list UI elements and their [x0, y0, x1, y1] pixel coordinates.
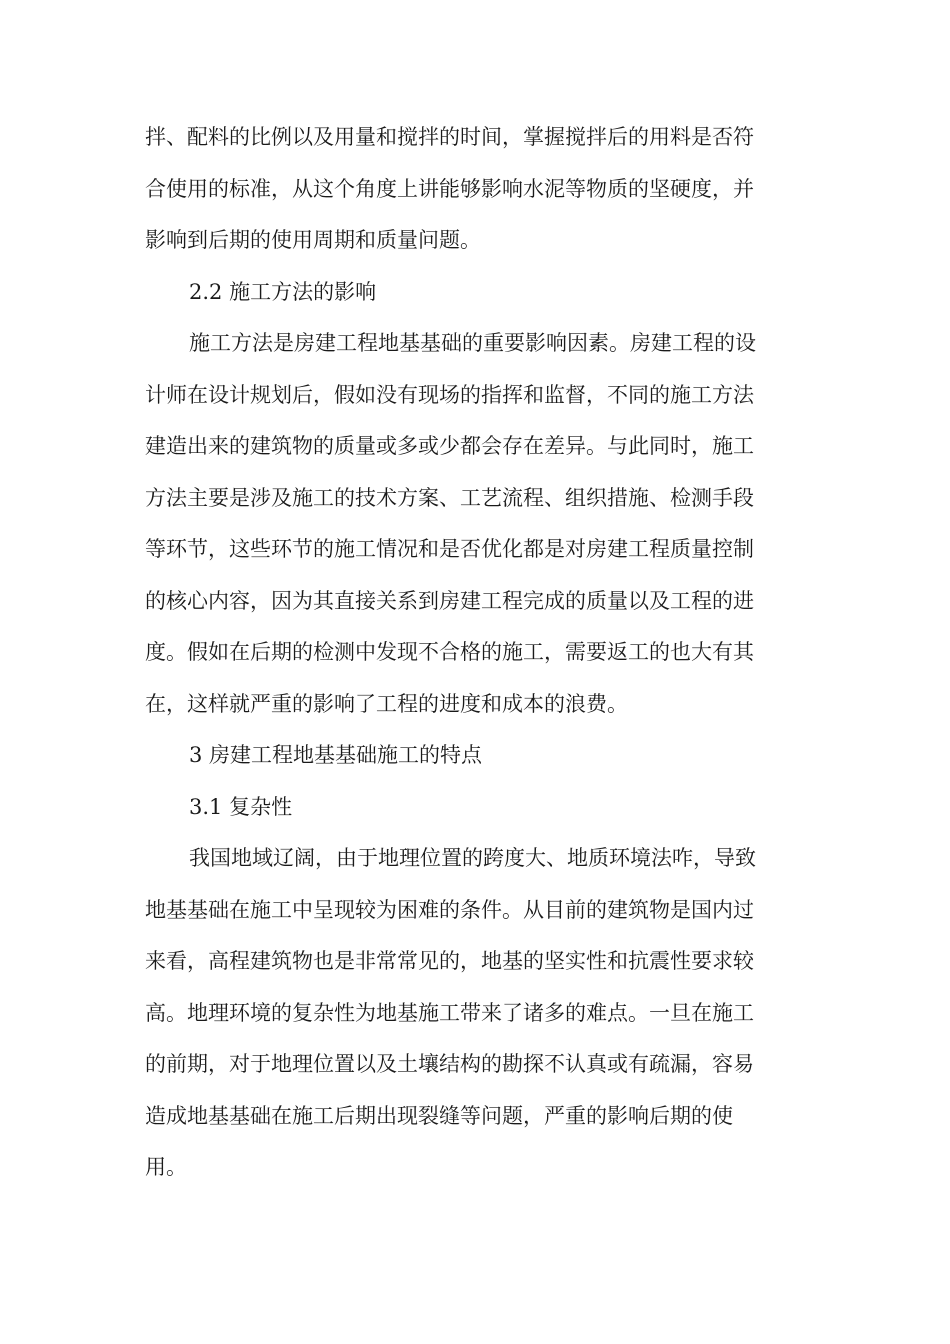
text-line: 造成地基基础在施工后期出现裂缝等问题，严重的影响后期的使: [145, 1103, 733, 1128]
text-line: 度。假如在后期的检测中发现不合格的施工，需要返工的也大有其: [145, 640, 754, 664]
text-line: 合使用的标准，从这个角度上讲能够影响水泥等物质的坚硬度，并: [145, 176, 754, 201]
text-line: 用。: [145, 1155, 187, 1179]
text-line: 计师在设计规划后，假如没有现场的指挥和监督，不同的施工方法: [145, 382, 754, 407]
text-line: 来看，高程建筑物也是非常常见的，地基的坚实性和抗震性要求较: [145, 949, 754, 973]
text-line: 拌、配料的比例以及用量和搅拌的时间，掌握搅拌后的用料是否符: [145, 125, 754, 149]
text-line: 地基基础在施工中呈现较为困难的条件。从目前的建筑物是国内过: [145, 897, 754, 922]
text-line: 高。地理环境的复杂性为地基施工带来了诸多的难点。一旦在施工: [145, 1000, 754, 1025]
section-heading-3: 3 房建工程地基基础施工的特点: [189, 743, 483, 767]
text-line: 的核心内容，因为其直接关系到房建工程完成的质量以及工程的进: [145, 588, 754, 613]
text-line: 的前期，对于地理位置以及土壤结构的勘探不认真或有疏漏，容易: [145, 1052, 754, 1076]
text-line: 施工方法是房建工程地基基础的重要影响因素。房建工程的设: [189, 331, 756, 355]
text-line: 我国地域辽阔，由于地理位置的跨度大、地质环境法咋，导致: [189, 846, 756, 870]
section-heading-3-1: 3.1 复杂性: [189, 794, 293, 819]
document-body: [145, 112, 805, 1194]
text-line: 影响到后期的使用周期和质量问题。: [145, 228, 481, 252]
text-line: 等环节，这些环节的施工情况和是否优化都是对房建工程质量控制: [145, 537, 754, 561]
text-line: 在，这样就严重的影响了工程的进度和成本的浪费。: [145, 691, 628, 716]
text-line: 建造出来的建筑物的质量或多或少都会存在差异。与此同时，施工: [145, 434, 754, 458]
section-heading-2-2: 2.2 施工方法的影响: [189, 279, 377, 304]
text-line: 方法主要是涉及施工的技术方案、工艺流程、组织措施、检测手段: [145, 485, 754, 510]
